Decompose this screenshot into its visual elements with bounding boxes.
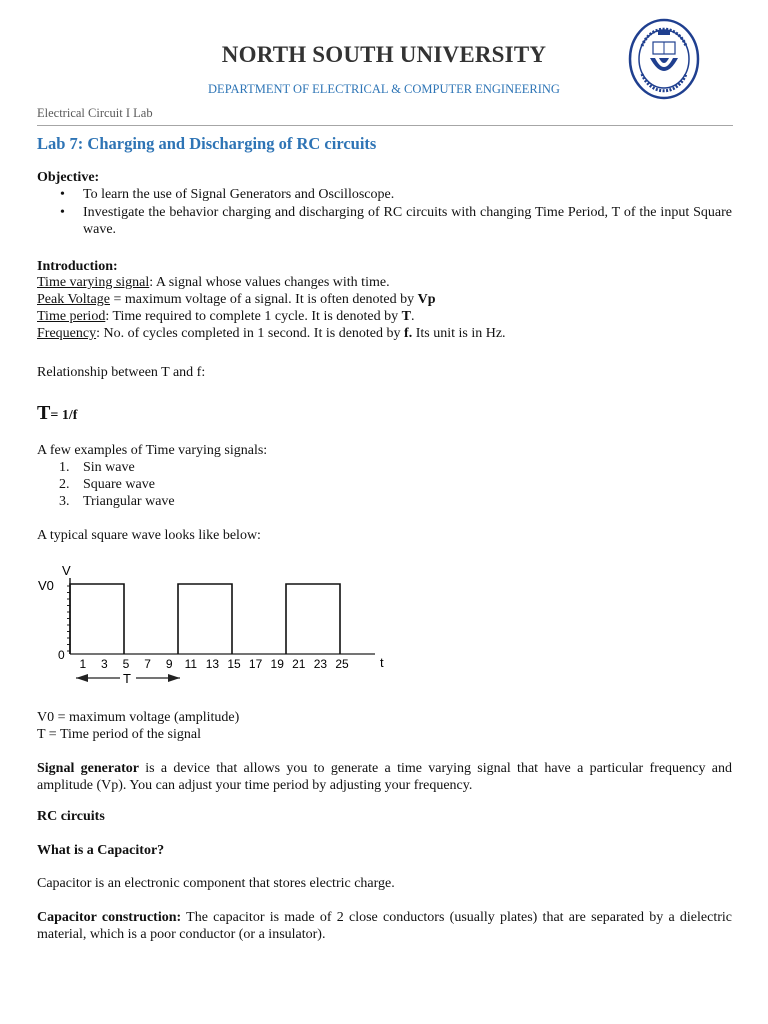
x-tick-label: 23 — [313, 657, 328, 671]
capacitor-construction-text: The capacitor is made of 2 close conductors (usually plates) that are separated by a dielectric material, which is a poor conductor (or a insulator). — [37, 910, 732, 942]
period-arrow-left-head — [76, 674, 88, 682]
lab-title: Lab 7: Charging and Discharging of RC circuits — [37, 134, 377, 153]
definition-text: = maximum voltage of a signal. It is often denoted by — [109, 292, 418, 307]
list-text: Sin wave — [83, 460, 135, 475]
list-text: Triangular wave — [83, 494, 175, 509]
x-tick-label: 11 — [184, 657, 198, 671]
period-label: T — [123, 671, 131, 686]
x-tick-label: 17 — [248, 657, 263, 671]
list-item — [59, 493, 175, 510]
capacitor-construction-term: Capacitor construction: — [37, 910, 182, 925]
list-item — [59, 476, 155, 493]
university-seal-logo — [628, 18, 700, 100]
definition-term: Time period — [37, 309, 106, 324]
x-tick-label: 19 — [270, 657, 284, 671]
relationship-text: Relationship between T and f: — [37, 365, 206, 380]
definition-time-varying-signal — [37, 274, 390, 291]
x-tick-label: 5 — [122, 657, 130, 671]
definition-tail: Its unit is in Hz. — [412, 326, 506, 341]
objective-bullet — [60, 204, 732, 238]
square-wave-pulses — [70, 584, 340, 654]
x-tick-labels — [79, 657, 349, 671]
definition-symbol: Vp — [417, 292, 436, 307]
definition-tail: . — [410, 309, 415, 324]
definition-time-period — [37, 308, 414, 325]
x-tick-label: 25 — [335, 657, 349, 671]
square-wave-pulse — [286, 584, 340, 654]
signal-generator-text: is a device that allows you to generate a time varying signal that have a particular frequency and amplitude (Vp). You can adjust your time period by adjusting your frequency. — [37, 761, 732, 793]
university-name: NORTH SOUTH UNIVERSITY — [221, 42, 547, 67]
definition-symbol: f. — [404, 326, 413, 341]
definition-text: : A signal whose values changes with time. — [149, 275, 390, 290]
y-level-label: V0 — [38, 578, 54, 593]
list-text: Square wave — [83, 477, 155, 492]
square-wave-intro: A typical square wave looks like below: — [37, 528, 261, 543]
examples-intro: A few examples of Time varying signals: — [37, 443, 268, 458]
definition-frequency — [37, 325, 506, 342]
square-wave-figure — [30, 560, 400, 690]
definition-text: : No. of cycles completed in 1 second. It is denoted by — [96, 326, 405, 341]
x-axis-label: t — [380, 655, 384, 670]
x-tick-label: 3 — [101, 657, 108, 671]
course-name: Electrical Circuit I Lab — [37, 106, 153, 120]
v0-definition: V0 = maximum voltage (amplitude) — [37, 710, 240, 725]
definition-term: Time varying signal — [37, 275, 150, 290]
period-frequency-formula — [37, 402, 77, 425]
list-item — [59, 459, 135, 476]
list-number: 3. — [59, 494, 70, 509]
objective-heading: Objective: — [37, 170, 100, 185]
signal-generator-paragraph — [37, 760, 732, 794]
bullet-icon: • — [60, 187, 65, 202]
list-number: 1. — [59, 460, 70, 475]
definition-text: : Time required to complete 1 cycle. It is denoted by — [105, 309, 402, 324]
capacitor-construction-paragraph — [37, 909, 732, 943]
signal-generator-term: Signal generator — [37, 761, 139, 776]
formula-rhs: = 1/f — [50, 408, 78, 423]
objective-bullet-text: To learn the use of Signal Generators and Oscilloscope. — [83, 187, 395, 202]
x-tick-label: 21 — [292, 657, 306, 671]
formula-lhs: T — [37, 402, 51, 424]
rc-circuits-heading: RC circuits — [37, 809, 105, 824]
list-number: 2. — [59, 477, 70, 492]
capacitor-heading: What is a Capacitor? — [37, 843, 165, 858]
definition-term: Frequency — [37, 326, 97, 341]
y-axis-label: V — [62, 563, 71, 578]
t-definition: T = Time period of the signal — [37, 727, 201, 742]
x-tick-label: 13 — [205, 657, 220, 671]
definition-term: Peak Voltage — [37, 292, 110, 307]
x-tick-label: 7 — [144, 657, 151, 671]
capacitor-definition: Capacitor is an electronic component that stores electric charge. — [37, 876, 395, 891]
department-name: DEPARTMENT OF ELECTRICAL & COMPUTER ENGINEERING — [208, 82, 560, 96]
period-arrow-right-head — [168, 674, 180, 682]
y-zero-label: 0 — [58, 648, 65, 662]
definition-peak-voltage — [37, 291, 436, 308]
x-tick-label: 15 — [227, 657, 241, 671]
introduction-heading: Introduction: — [37, 259, 118, 274]
objective-bullet — [60, 186, 732, 203]
square-wave-pulse — [178, 584, 232, 654]
header-divider — [37, 125, 733, 126]
definition-symbol: T — [401, 309, 411, 324]
objective-bullet-text: Investigate the behavior charging and discharging of RC circuits with changing Time Period, T of the input Square wave. — [83, 205, 732, 237]
x-tick-label: 9 — [165, 657, 173, 671]
square-wave-pulse — [70, 584, 124, 654]
x-tick-label: 1 — [79, 657, 87, 671]
bullet-icon: • — [60, 205, 65, 220]
